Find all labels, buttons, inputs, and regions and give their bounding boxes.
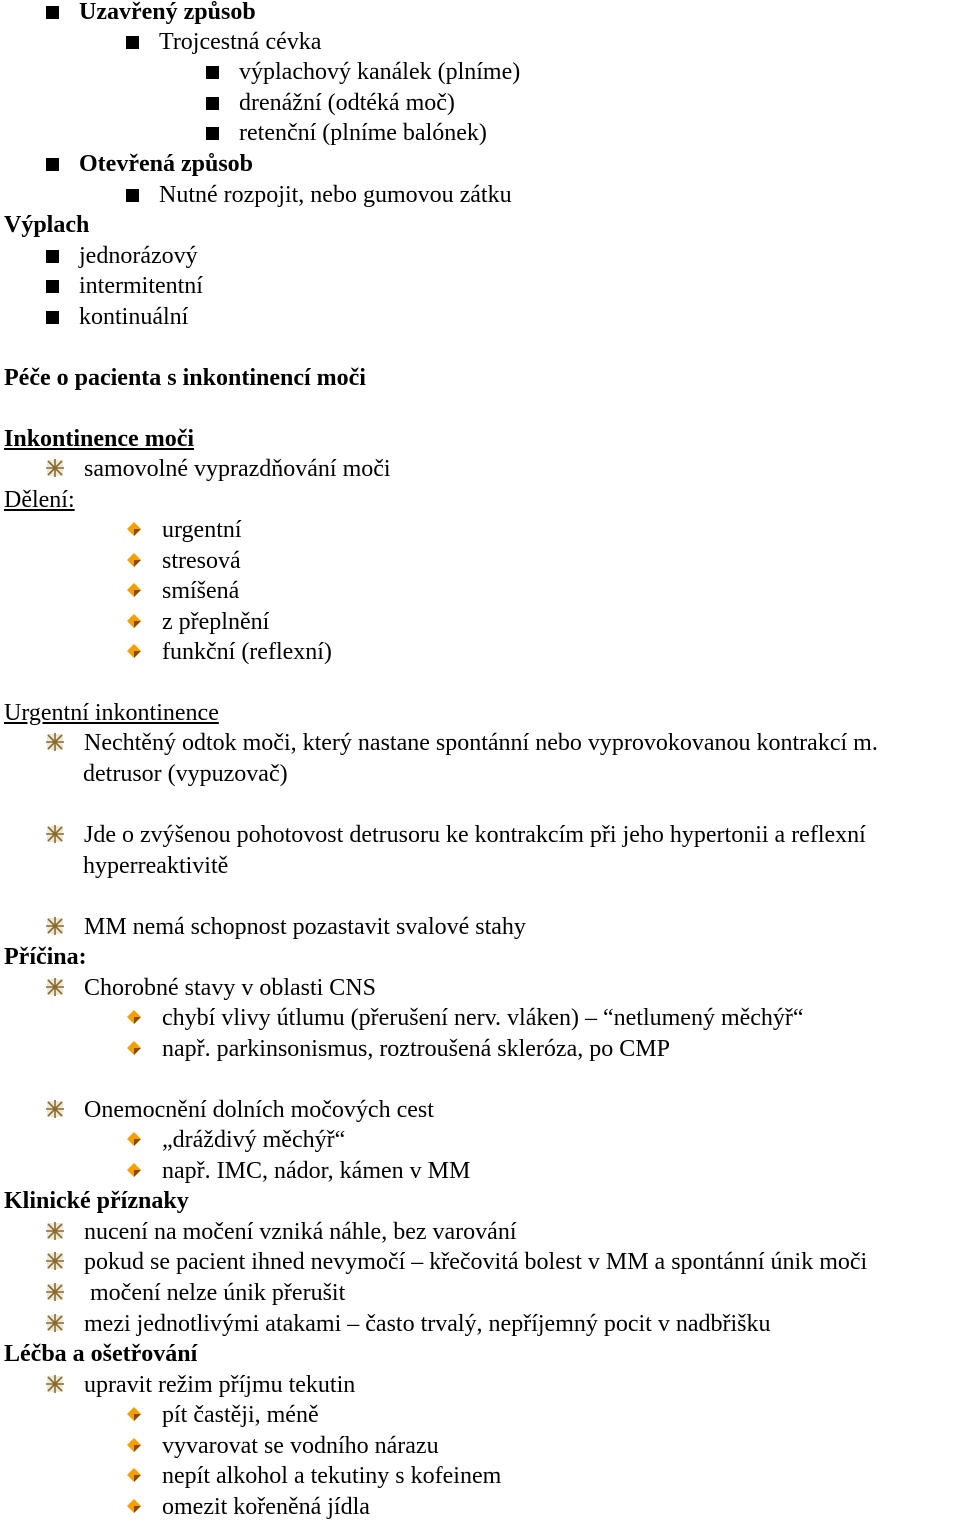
text-line: [4, 1339, 197, 1369]
line-text: MM nemá schopnost pozastavit svalové stahy: [84, 914, 526, 940]
line-text: Léčba a ošetřování: [4, 1341, 198, 1367]
diamond-bullet-icon: [126, 643, 142, 659]
line-text: „dráždivý měchýř“: [162, 1127, 346, 1153]
text-line: [126, 515, 242, 545]
line-text: urgentní: [162, 517, 242, 543]
line-text: Otevřená způsob: [79, 151, 253, 177]
text-line: [126, 1034, 670, 1064]
diamond-bullet-icon: [126, 1040, 142, 1056]
line-text: pít častěji, méně: [162, 1402, 319, 1428]
text-line: [206, 57, 520, 87]
line-text: Urgentní inkontinence: [4, 700, 219, 726]
diamond-bullet-icon: [126, 1498, 142, 1514]
square-bullet-icon: [126, 189, 139, 202]
line-text: jednorázový: [79, 243, 198, 269]
text-line: [46, 973, 376, 1003]
line-text: drenážní (odtéká moč): [239, 90, 455, 116]
star-bullet-icon: [46, 825, 64, 843]
text-line: [206, 88, 455, 118]
text-line: [83, 759, 288, 789]
line-text: výplachový kanálek (plníme): [239, 59, 521, 85]
line-text: funkční (reflexní): [162, 639, 332, 665]
text-line: [46, 1095, 434, 1125]
text-line: [126, 546, 241, 576]
square-bullet-icon: [46, 280, 59, 293]
text-line: [126, 27, 321, 57]
star-bullet-icon: [46, 459, 64, 477]
text-line: [46, 0, 256, 27]
text-line: [4, 210, 89, 240]
diamond-bullet-icon: [126, 582, 142, 598]
diamond-bullet-icon: [126, 1437, 142, 1453]
line-text: samovolné vyprazdňování moči: [84, 456, 391, 482]
line-text: upravit režim příjmu tekutin: [84, 1372, 356, 1398]
diamond-bullet-icon: [126, 1467, 142, 1483]
square-bullet-icon: [126, 36, 139, 49]
line-text: nucení na močení vzniká náhle, bez varování: [84, 1219, 517, 1245]
line-text: vyvarovat se vodního nárazu: [162, 1433, 439, 1459]
diamond-bullet-icon: [126, 1131, 142, 1147]
star-bullet-icon: [46, 917, 64, 935]
star-bullet-icon: [46, 1375, 64, 1393]
text-line: [46, 454, 391, 484]
text-line: [46, 1278, 345, 1308]
text-line: [126, 1156, 470, 1186]
square-bullet-icon: [46, 250, 59, 263]
diamond-bullet-icon: [126, 1162, 142, 1178]
star-bullet-icon: [46, 1222, 64, 1240]
line-text: omezit kořeněná jídla: [162, 1494, 370, 1520]
square-bullet-icon: [206, 66, 219, 79]
text-line: [83, 851, 228, 881]
star-bullet-icon: [46, 1283, 64, 1301]
diamond-bullet-icon: [126, 521, 142, 537]
text-line: [4, 1186, 189, 1216]
line-text: Onemocnění dolních močových cest: [84, 1097, 434, 1123]
line-text: močení nelze únik přerušit: [84, 1280, 346, 1306]
text-line: [4, 698, 219, 728]
text-line: [46, 241, 198, 271]
square-bullet-icon: [46, 158, 59, 171]
line-text: Nechtěný odtok moči, který nastane spontánní nebo vyprovokovanou kontrakcí m.: [84, 730, 878, 756]
text-line: [206, 118, 487, 148]
text-line: [4, 942, 87, 972]
diamond-bullet-icon: [126, 1009, 142, 1025]
star-bullet-icon: [46, 1100, 64, 1118]
star-bullet-icon: [46, 1314, 64, 1332]
text-line: [126, 1431, 439, 1461]
text-line: [4, 424, 194, 454]
text-line: [126, 1400, 319, 1430]
text-line: [126, 180, 512, 210]
line-text: smíšená: [162, 578, 240, 604]
line-text: intermitentní: [79, 273, 203, 299]
line-text: kontinuální: [79, 304, 189, 330]
line-text: Příčina:: [4, 944, 87, 970]
star-bullet-icon: [46, 733, 64, 751]
line-text: Jde o zvýšenou pohotovost detrusoru ke kontrakcím při jeho hypertonii a reflexní: [84, 822, 866, 848]
line-text: Péče o pacienta s inkontinencí moči: [4, 365, 366, 391]
diamond-bullet-icon: [126, 552, 142, 568]
text-line: [46, 1309, 771, 1339]
line-text: Uzavřený způsob: [79, 0, 256, 25]
line-text: např. IMC, nádor, kámen v MM: [162, 1158, 471, 1184]
square-bullet-icon: [206, 127, 219, 140]
text-line: [46, 271, 203, 301]
text-line: [46, 302, 188, 332]
text-line: [4, 363, 366, 393]
line-text: nepít alkohol a tekutiny s kofeinem: [162, 1463, 502, 1489]
square-bullet-icon: [206, 97, 219, 110]
text-line: [126, 637, 332, 667]
text-line: [46, 149, 253, 179]
line-text: chybí vlivy útlumu (přerušení nerv. vláken) – “netlumený měchýř“: [162, 1005, 804, 1031]
text-line: [126, 1003, 804, 1033]
text-line: [46, 1217, 516, 1247]
line-text: z přeplnění: [162, 609, 270, 635]
line-text: Nutné rozpojit, nebo gumovou zátku: [159, 182, 512, 208]
text-line: [126, 576, 239, 606]
line-text: stresová: [162, 548, 241, 574]
square-bullet-icon: [46, 311, 59, 324]
line-text: pokud se pacient ihned nevymočí – křečovitá bolest v MM a spontánní únik moči: [84, 1249, 868, 1275]
line-text: Výplach: [4, 212, 90, 238]
line-text: Trojcestná cévka: [159, 29, 322, 55]
line-text: např. parkinsonismus, roztroušená skleróza, po CMP: [162, 1036, 670, 1062]
line-text: Klinické příznaky: [4, 1188, 189, 1214]
diamond-bullet-icon: [126, 613, 142, 629]
line-text: Chorobné stavy v oblasti CNS: [84, 975, 376, 1001]
text-line: [4, 485, 75, 515]
diamond-bullet-icon: [126, 1406, 142, 1422]
text-line: [126, 1125, 345, 1155]
text-line: [46, 820, 866, 850]
text-line: [46, 1247, 867, 1277]
line-text: Inkontinence moči: [4, 426, 195, 452]
line-text: mezi jednotlivými atakami – často trvalý, nepříjemný pocit v nadbřišku: [84, 1311, 771, 1337]
text-line: [126, 1461, 501, 1491]
line-text: hyperreaktivitě: [83, 853, 229, 879]
text-line: [46, 1370, 355, 1400]
line-text: detrusor (vypuzovač): [83, 761, 288, 787]
line-text: Dělení:: [4, 487, 75, 513]
square-bullet-icon: [46, 6, 59, 19]
text-line: [46, 728, 878, 758]
line-text: retenční (plníme balónek): [239, 120, 487, 146]
text-line: [126, 607, 269, 637]
star-bullet-icon: [46, 1252, 64, 1270]
text-line: [126, 1492, 370, 1522]
star-bullet-icon: [46, 978, 64, 996]
text-line: [46, 912, 526, 942]
